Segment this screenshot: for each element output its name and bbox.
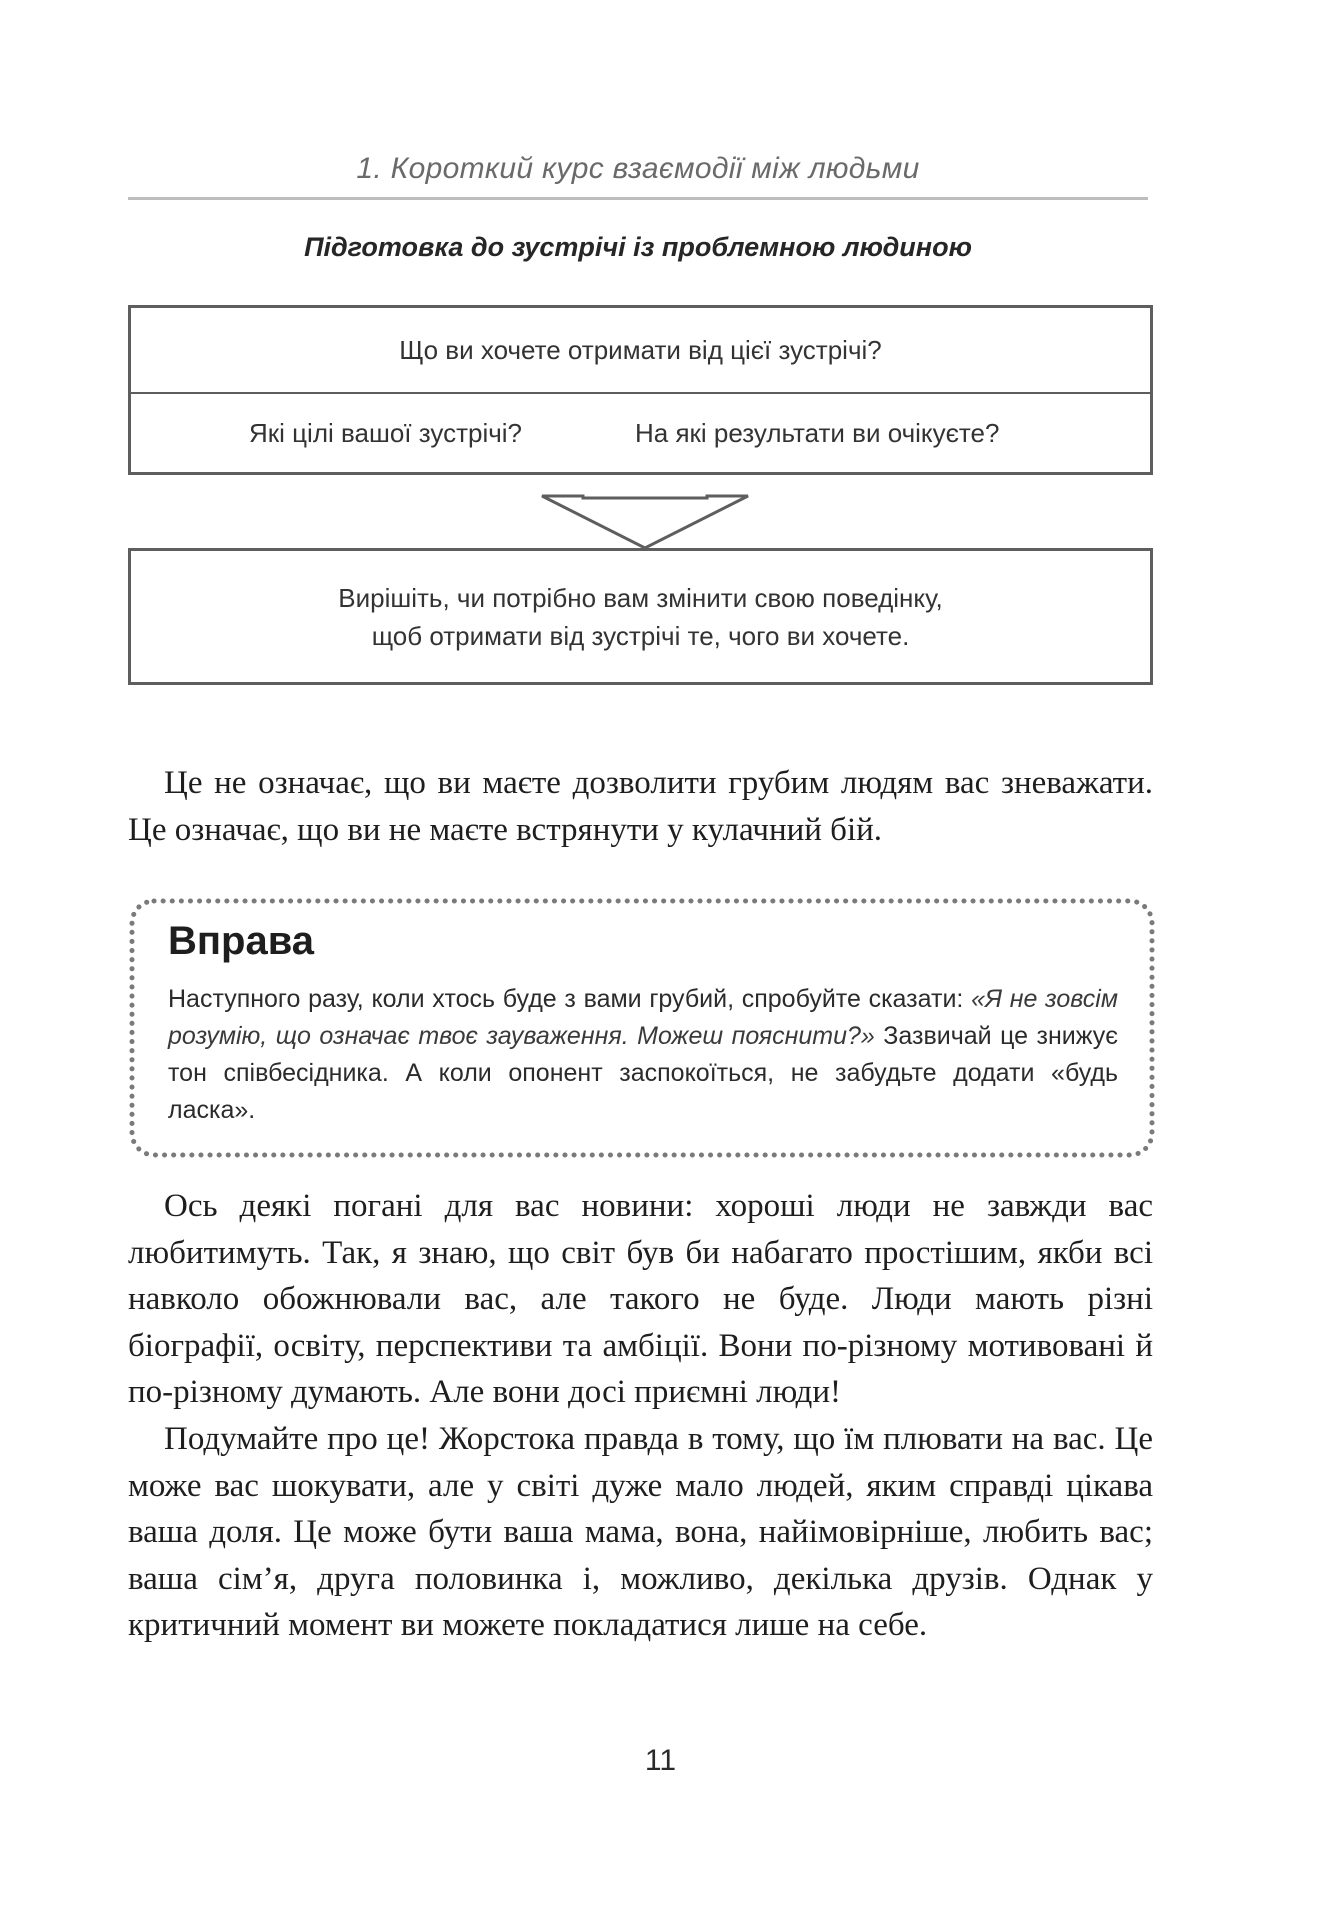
decision-box bbox=[128, 548, 1153, 685]
running-head-title: 1. Короткий курс взаємодії між людьми bbox=[356, 152, 920, 185]
paragraph-3 bbox=[128, 1416, 1153, 1649]
header-divider bbox=[128, 197, 1148, 200]
decision-line-2: щоб отримати від зустрічі те, чого ви хочете. bbox=[371, 620, 910, 651]
page-number: 11 bbox=[644, 1744, 677, 1777]
exercise-lead: Наступного разу, коли хтось буде з вами грубий, спробуйте сказати: bbox=[168, 985, 972, 1013]
exercise-quote: «Я не зовсім розумію, що означає твоє зауваження. Можеш пояснити?» bbox=[168, 985, 1118, 1050]
question-main: Що ви хочете отримати від цієї зустрічі? bbox=[399, 334, 882, 365]
paragraph-2-text: Ось деякі погані для вас новини: хороші люди не завжди вас любитимуть. Так, я знаю, що світ був би набагато простішим, якби всі навколо обожнювали вас, але такого не буде. Люди мають різні біографії, освіту, перспективи та амбіції. Вони по-різному мотивовані й по-різному думають. Але вони досі приємні люди! bbox=[128, 1188, 1153, 1410]
exercise-title: Вправа bbox=[168, 919, 315, 963]
question-goals: Які цілі вашої зустрічі? bbox=[249, 418, 522, 448]
decision-line-1: Вирішіть, чи потрібно вам змінити свою поведінку, bbox=[338, 582, 943, 613]
exercise-tail: Зазвичай це знижує тон співбесідника. А коли опонент заспокоїться, не забудьте додати «будь ласка». bbox=[168, 1022, 1118, 1124]
paragraph-1 bbox=[128, 760, 1153, 853]
down-arrow-icon bbox=[540, 494, 750, 550]
exercise-text bbox=[168, 981, 1118, 1129]
paragraph-2 bbox=[128, 1183, 1153, 1416]
questions-box bbox=[128, 305, 1153, 475]
paragraph-3-text: Подумайте про це! Жорстока правда в тому, що їм плювати на вас. Це може вас шокувати, але у світі дуже мало людей, яким справді цікава ваша доля. Це може бути ваша мама, вона, найімовірніше, любить вас; ваша сім’я, друга половинка і, можливо, декілька друзів. Однак у критичний момент ви можете покладатися лише на себе. bbox=[128, 1421, 1153, 1643]
question-pair-row bbox=[131, 394, 1150, 474]
exercise-box bbox=[128, 897, 1156, 1159]
paragraph-1-text: Це не означає, що ви маєте дозволити грубим людям вас зневажати. Це означає, що ви не маєте встрянути у кулачний бій. bbox=[128, 765, 1153, 848]
question-main-row bbox=[131, 308, 1150, 394]
question-results: На які результати ви очікуєте? bbox=[635, 418, 1000, 448]
diagram-title: Підготовка до зустрічі із проблемною людиною bbox=[304, 232, 972, 262]
